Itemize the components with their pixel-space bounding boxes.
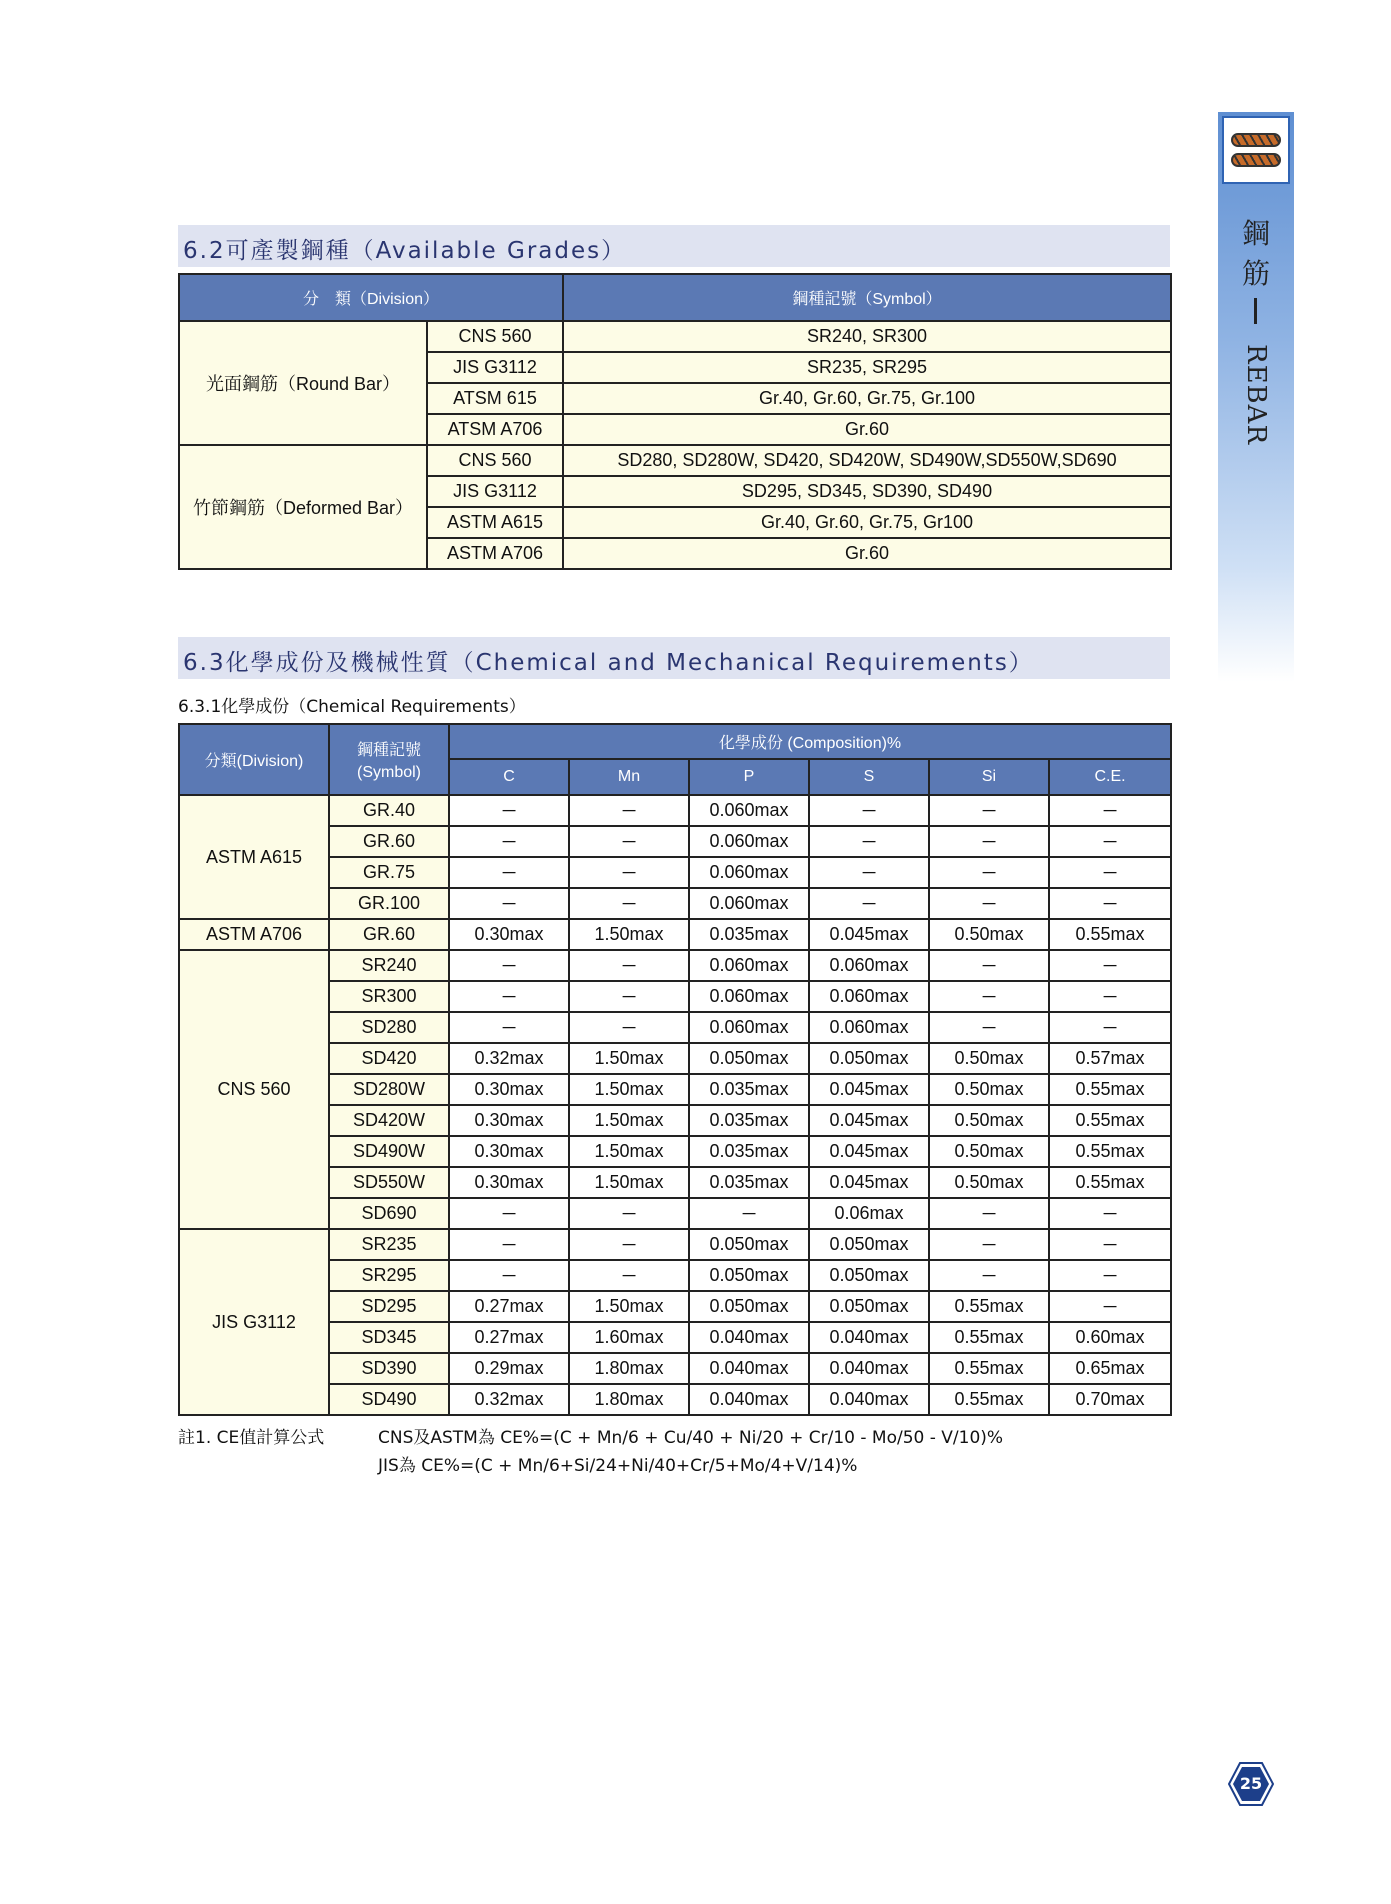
value-cell: ─ [569,981,689,1012]
note-label: 註1. CE值計算公式 [178,1428,325,1448]
value-cell: 0.050max [689,1291,809,1322]
value-cell: ─ [569,857,689,888]
value-cell: 0.035max [689,1105,809,1136]
value-cell: 0.060max [689,981,809,1012]
value-cell: ─ [1049,1260,1171,1291]
grades-table-header [179,274,1171,321]
value-cell: ─ [449,826,569,857]
table-row [179,950,1171,981]
value-cell: 0.060max [689,795,809,826]
table-row [179,445,1171,476]
value-cell: 0.70max [1049,1384,1171,1415]
value-cell: 1.50max [569,1136,689,1167]
value-cell: 0.30max [449,1074,569,1105]
value-cell: ─ [449,857,569,888]
value-cell: 0.040max [809,1384,929,1415]
value-cell: 0.30max [449,1105,569,1136]
symbol-cell: SR235, SR295 [563,352,1171,383]
value-cell: ─ [929,826,1049,857]
value-cell: 0.30max [449,1167,569,1198]
symbol-cell: SR240, SR300 [563,321,1171,352]
value-cell: ─ [929,981,1049,1012]
value-cell: ─ [449,1198,569,1229]
value-cell: 1.50max [569,1074,689,1105]
column-header: Si [929,759,1049,795]
value-cell: ─ [809,888,929,919]
symbol-cell: Gr.60 [563,538,1171,569]
value-cell: 0.060max [809,950,929,981]
value-cell: 0.27max [449,1291,569,1322]
value-cell: 1.60max [569,1322,689,1353]
symbol-cell: SD490W [329,1136,449,1167]
value-cell: 0.50max [929,919,1049,950]
value-cell: 0.060max [809,981,929,1012]
symbol-cell: SR300 [329,981,449,1012]
value-cell: 0.035max [689,1074,809,1105]
chemical-table-header-top [179,724,1171,759]
chemical-table [178,723,1172,1416]
standard-cell: CNS 560 [427,321,563,352]
value-cell: ─ [569,1260,689,1291]
value-cell: 0.50max [929,1105,1049,1136]
value-cell: 0.050max [809,1291,929,1322]
subsection-title: 6.3.1化學成份（Chemical Requirements） [178,697,526,717]
value-cell: ─ [1049,795,1171,826]
section-title-chemical: 6.3化學成份及機械性質（Chemical and Mechanical Requirements） [178,637,1170,679]
value-cell: 0.55max [929,1384,1049,1415]
division-cell: 竹節鋼筋（Deformed Bar） [179,445,427,569]
chapter-label-cn: 鋼 筋 [1241,217,1270,290]
table-row [179,795,1171,826]
rebar-bundle-icon [1222,116,1290,184]
column-header: C [449,759,569,795]
chapter-side-tab [1218,112,1294,682]
value-cell: 0.50max [929,1136,1049,1167]
value-cell: 0.040max [809,1322,929,1353]
value-cell: 1.80max [569,1384,689,1415]
value-cell: 0.57max [1049,1043,1171,1074]
value-cell: 0.045max [809,1105,929,1136]
column-header: S [809,759,929,795]
value-cell: ─ [689,1198,809,1229]
value-cell: ─ [1049,950,1171,981]
value-cell: 0.32max [449,1043,569,1074]
value-cell: 0.50max [929,1074,1049,1105]
value-cell: 0.035max [689,1136,809,1167]
value-cell: ─ [1049,1229,1171,1260]
table-row [179,1229,1171,1260]
symbol-cell: SR295 [329,1260,449,1291]
value-cell: 0.060max [689,950,809,981]
value-cell: 1.50max [569,1043,689,1074]
symbol-cell: SD295, SD345, SD390, SD490 [563,476,1171,507]
value-cell: 0.035max [689,1167,809,1198]
value-cell: ─ [569,950,689,981]
value-cell: 1.50max [569,1167,689,1198]
value-cell: ─ [1049,857,1171,888]
header-composition: 化學成份 (Composition)% [449,724,1171,759]
standard-cell: JIS G3112 [427,476,563,507]
value-cell: ─ [929,1198,1049,1229]
value-cell: 0.50max [929,1167,1049,1198]
symbol-cell: GR.60 [329,826,449,857]
value-cell: 0.060max [689,857,809,888]
value-cell: 0.035max [689,919,809,950]
value-cell: ─ [929,857,1049,888]
value-cell: 0.060max [689,1012,809,1043]
value-cell: ─ [569,1229,689,1260]
header-symbol: 鋼種記號 (Symbol) [329,724,449,795]
column-header: C.E. [1049,759,1171,795]
value-cell: ─ [569,888,689,919]
note-formula-cns-astm: CNS及ASTM為 CE%=(C + Mn/6 + Cu/40 + Ni/20 + Cr/10 - Mo/50 - V/10)% [378,1428,1004,1448]
grades-table [178,273,1172,570]
section-title-grades: 6.2可產製鋼種（Available Grades） [178,225,1170,267]
value-cell: 0.060max [809,1012,929,1043]
value-cell: ─ [449,1229,569,1260]
value-cell: ─ [449,1012,569,1043]
value-cell: 0.040max [689,1353,809,1384]
value-cell: ─ [929,888,1049,919]
value-cell: ─ [569,795,689,826]
value-cell: ─ [1049,888,1171,919]
standard-cell: JIS G3112 [427,352,563,383]
symbol-cell: SD345 [329,1322,449,1353]
value-cell: 0.050max [689,1260,809,1291]
value-cell: 0.30max [449,919,569,950]
symbol-cell: SD280 [329,1012,449,1043]
column-header: P [689,759,809,795]
standard-cell: CNS 560 [427,445,563,476]
value-cell: ─ [1049,1198,1171,1229]
value-cell: ─ [929,1260,1049,1291]
symbol-cell: SD490 [329,1384,449,1415]
value-cell: ─ [569,1198,689,1229]
value-cell: ─ [809,795,929,826]
value-cell: 0.60max [1049,1322,1171,1353]
chapter-label-en: REBAR [1241,344,1271,446]
symbol-cell: GR.75 [329,857,449,888]
value-cell: 0.045max [809,1136,929,1167]
value-cell: ─ [449,795,569,826]
header-symbol: 鋼種記號（Symbol） [563,274,1171,321]
symbol-cell: Gr.40, Gr.60, Gr.75, Gr100 [563,507,1171,538]
header-division: 分類(Division) [179,724,329,795]
value-cell: ─ [569,826,689,857]
division-cell: ASTM A706 [179,919,329,950]
value-cell: 0.050max [689,1229,809,1260]
table-row [179,321,1171,352]
value-cell: 0.55max [929,1291,1049,1322]
value-cell: 0.55max [1049,1105,1171,1136]
value-cell: 0.65max [1049,1353,1171,1384]
value-cell: 0.55max [1049,1167,1171,1198]
value-cell: 1.50max [569,919,689,950]
symbol-cell: Gr.60 [563,414,1171,445]
division-cell: CNS 560 [179,950,329,1229]
symbol-cell: SR235 [329,1229,449,1260]
value-cell: 0.55max [929,1322,1049,1353]
page-number-badge [1228,1761,1274,1807]
value-cell: 0.045max [809,1167,929,1198]
value-cell: 0.045max [809,919,929,950]
symbol-cell: GR.60 [329,919,449,950]
value-cell: 0.045max [809,1074,929,1105]
value-cell: 1.50max [569,1105,689,1136]
symbol-cell: GR.100 [329,888,449,919]
value-cell: ─ [1049,826,1171,857]
symbol-cell: SD550W [329,1167,449,1198]
page-number: 25 [1239,1774,1263,1793]
value-cell: 0.55max [1049,919,1171,950]
value-cell: 0.050max [689,1043,809,1074]
value-cell: 0.30max [449,1136,569,1167]
symbol-cell: SD690 [329,1198,449,1229]
standard-cell: ASTM A706 [427,538,563,569]
value-cell: 0.29max [449,1353,569,1384]
standard-cell: ATSM A706 [427,414,563,445]
value-cell: ─ [1049,1291,1171,1322]
value-cell: ─ [569,1012,689,1043]
division-cell: JIS G3112 [179,1229,329,1415]
value-cell: ─ [449,981,569,1012]
value-cell: ─ [929,950,1049,981]
division-cell: 光面鋼筋（Round Bar） [179,321,427,445]
value-cell: 0.55max [929,1353,1049,1384]
value-cell: 0.060max [689,888,809,919]
value-cell: 0.50max [929,1043,1049,1074]
symbol-cell: SD280W [329,1074,449,1105]
value-cell: 0.55max [1049,1074,1171,1105]
value-cell: 0.040max [809,1353,929,1384]
symbol-cell: SR240 [329,950,449,981]
standard-cell: ASTM A615 [427,507,563,538]
symbol-cell: SD295 [329,1291,449,1322]
value-cell: ─ [449,1260,569,1291]
value-cell: 0.050max [809,1260,929,1291]
value-cell: 0.55max [1049,1136,1171,1167]
value-cell: ─ [449,888,569,919]
value-cell: ─ [449,950,569,981]
value-cell: 0.050max [809,1043,929,1074]
symbol-cell: Gr.40, Gr.60, Gr.75, Gr.100 [563,383,1171,414]
value-cell: 0.32max [449,1384,569,1415]
value-cell: 0.27max [449,1322,569,1353]
symbol-cell: SD420W [329,1105,449,1136]
symbol-cell: SD420 [329,1043,449,1074]
division-cell: ASTM A615 [179,795,329,919]
value-cell: ─ [1049,1012,1171,1043]
table-row [179,919,1171,950]
value-cell: 0.040max [689,1322,809,1353]
chapter-dash [1254,298,1257,324]
value-cell: ─ [929,1229,1049,1260]
value-cell: 1.50max [569,1291,689,1322]
header-division: 分 類（Division） [179,274,563,321]
value-cell: 1.80max [569,1353,689,1384]
value-cell: ─ [929,1012,1049,1043]
value-cell: ─ [809,826,929,857]
standard-cell: ATSM 615 [427,383,563,414]
value-cell: 0.050max [809,1229,929,1260]
symbol-cell: SD280, SD280W, SD420, SD420W, SD490W,SD550W,SD690 [563,445,1171,476]
value-cell: 0.06max [809,1198,929,1229]
value-cell: ─ [809,857,929,888]
value-cell: ─ [1049,981,1171,1012]
note-formula-jis: JIS為 CE%=(C + Mn/6+Si/24+Ni/40+Cr/5+Mo/4+V/14)% [378,1456,858,1476]
symbol-cell: SD390 [329,1353,449,1384]
value-cell: 0.040max [689,1384,809,1415]
value-cell: ─ [929,795,1049,826]
symbol-cell: GR.40 [329,795,449,826]
value-cell: 0.060max [689,826,809,857]
column-header: Mn [569,759,689,795]
